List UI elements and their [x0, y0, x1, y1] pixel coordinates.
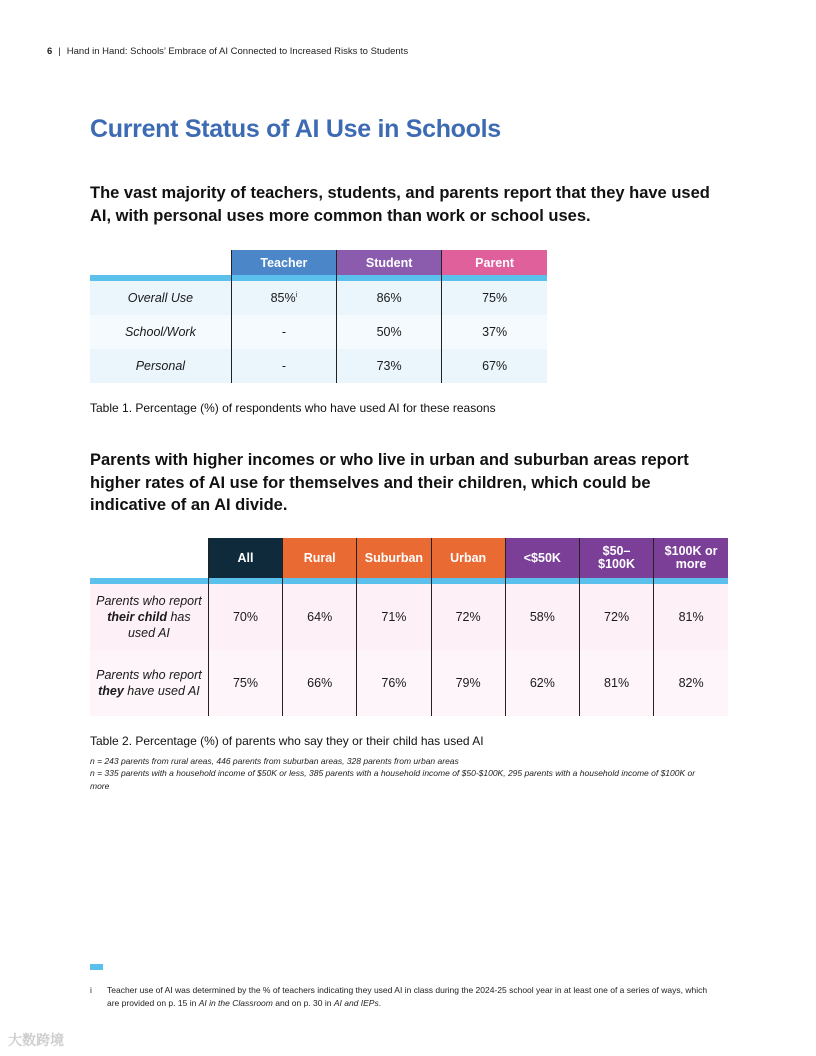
table-cell: 82%	[654, 650, 728, 716]
running-title: Hand in Hand: Schools’ Embrace of AI Connected to Increased Risks to Students	[66, 46, 409, 57]
header-line-1: $100K or	[664, 544, 718, 558]
footnote-text	[107, 984, 710, 1010]
label-text: have used AI	[123, 684, 200, 698]
table-cell: 79%	[431, 650, 505, 716]
table-cell: 75%	[442, 281, 547, 315]
label-text: Parents who report	[96, 594, 202, 608]
table-cell: 86%	[337, 281, 442, 315]
table-row	[90, 349, 547, 383]
label-emphasis: their child	[107, 610, 167, 624]
table-row	[90, 584, 728, 650]
footnote	[90, 984, 710, 1010]
table2-header-under-50k: <$50K	[505, 538, 579, 578]
footnote-text-part: Teacher use of AI was determined by the % of teachers indicating they used AI in class during the 2024-25 school year in at least one of a series of ways, which are provided on p. 15 in	[107, 985, 708, 1008]
table2-caption: Table 2. Percentage (%) of parents who say they or their child has used AI	[90, 734, 484, 748]
table2-corner	[90, 538, 208, 578]
running-header	[47, 46, 408, 57]
table-cell: 37%	[442, 315, 547, 349]
table-cell: 75%	[208, 650, 282, 716]
table-cell: 70%	[208, 584, 282, 650]
footnote-ref: i	[295, 291, 298, 299]
table1-corner	[90, 250, 231, 275]
table-ai-use-by-role	[90, 250, 547, 383]
header-line-1: $50–	[602, 544, 631, 558]
table-cell	[231, 281, 336, 315]
table-row	[90, 281, 547, 315]
table-cell: 76%	[357, 650, 431, 716]
table2-header-suburban: Suburban	[357, 538, 431, 578]
label-text: has used AI	[127, 610, 191, 640]
table-cell: -	[231, 315, 336, 349]
table-cell: 58%	[505, 584, 579, 650]
table2-header-rural: Rural	[283, 538, 357, 578]
label-text: Parents who report	[96, 668, 202, 682]
row-label	[90, 650, 208, 716]
row-label: School/Work	[90, 315, 231, 349]
table2-header-all: All	[208, 538, 282, 578]
table2-header-100k-plus	[654, 538, 728, 578]
header-separator: |	[58, 46, 61, 57]
row-label	[90, 584, 208, 650]
table-cell: 81%	[579, 650, 653, 716]
table-cell: -	[231, 349, 336, 383]
cell-value: 85%	[270, 291, 296, 305]
table-cell: 81%	[654, 584, 728, 650]
table-cell: 73%	[337, 349, 442, 383]
table-cell: 50%	[337, 315, 442, 349]
footnote-ref-classroom: AI in the Classroom	[198, 998, 273, 1008]
header-line-2: $100K	[598, 557, 635, 571]
table-cell: 62%	[505, 650, 579, 716]
table-cell: 71%	[357, 584, 431, 650]
table-cell: 72%	[431, 584, 505, 650]
header-line-2: more	[675, 557, 707, 571]
footnote-divider	[90, 964, 103, 970]
row-label: Overall Use	[90, 281, 231, 315]
table2-header-50k-100k	[579, 538, 653, 578]
row-label: Personal	[90, 349, 231, 383]
table-cell: 64%	[283, 584, 357, 650]
table-parent-ai-use-by-demographic	[90, 538, 728, 716]
page-title: Current Status of AI Use in Schools	[90, 115, 501, 143]
page-number: 6	[47, 46, 53, 57]
label-emphasis: they	[98, 684, 124, 698]
watermark-logo: 大数跨境	[8, 1032, 64, 1048]
table2-note-income: n = 335 parents with a household income of $50K or less, 385 parents with a household income of $50-$100K, 295 parents with a household income of $100K or more	[90, 768, 696, 791]
table-row	[90, 650, 728, 716]
section-heading-1: The vast majority of teachers, students, and parents report that they have used AI, with personal uses more common than work or school uses.	[90, 184, 710, 225]
footnote-ref-ieps: AI and IEPs	[333, 998, 379, 1008]
table-row	[90, 315, 547, 349]
table1-header-teacher: Teacher	[231, 250, 336, 275]
table2-note-area: n = 243 parents from rural areas, 446 parents from suburban areas, 328 parents from urban areas	[90, 756, 459, 766]
footnote-text-part: .	[378, 998, 382, 1008]
table2-header-urban: Urban	[431, 538, 505, 578]
table-cell: 72%	[579, 584, 653, 650]
footnote-number: i	[90, 985, 92, 995]
table1-header-parent: Parent	[442, 250, 547, 275]
section-heading-2: Parents with higher incomes or who live in urban and suburban areas report higher rates of AI use for themselves and their children, which could be indicative of an AI divide.	[90, 451, 689, 514]
footnote-text-part: and on p. 30 in	[272, 998, 334, 1008]
table-cell: 66%	[283, 650, 357, 716]
table-cell: 67%	[442, 349, 547, 383]
table1-header-student: Student	[337, 250, 442, 275]
table1-caption: Table 1. Percentage (%) of respondents who have used AI for these reasons	[90, 401, 496, 415]
